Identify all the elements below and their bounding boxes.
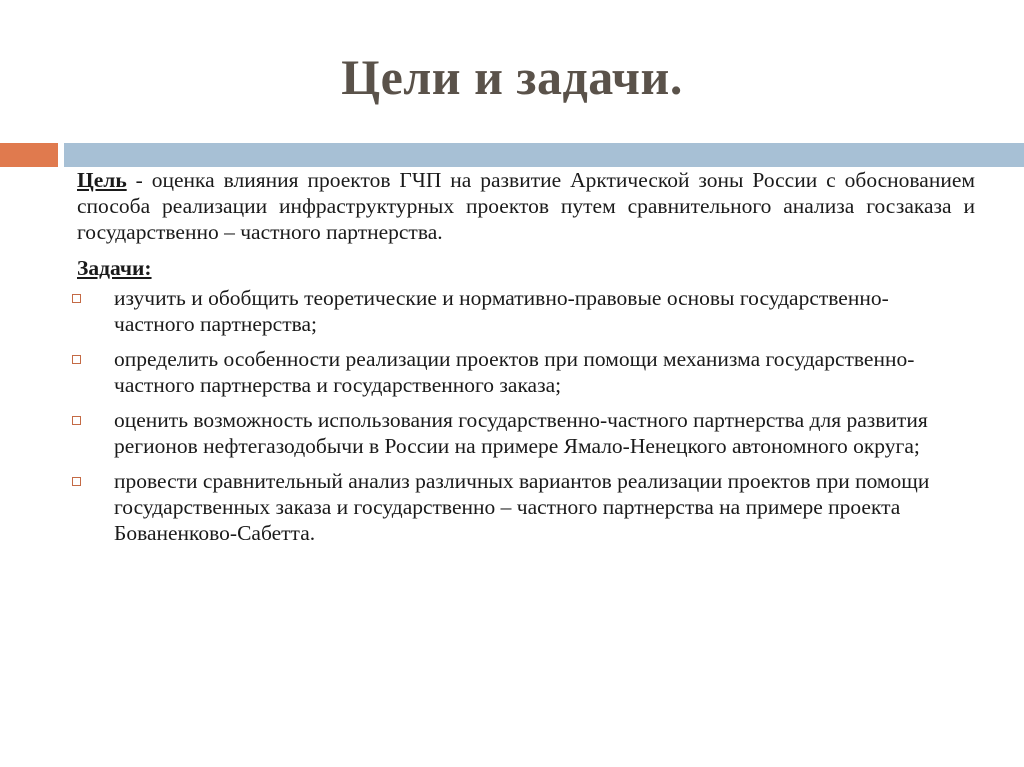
task-list — [68, 285, 966, 546]
task-item — [68, 285, 966, 337]
task-item — [68, 407, 966, 459]
tasks-heading: Задачи: — [77, 256, 152, 280]
square-bullet-icon — [72, 416, 81, 425]
task-text: определить особенности реализации проектов при помощи механизма государственно-частного партнерства и государственного заказа; — [114, 347, 915, 397]
task-item — [68, 346, 966, 398]
task-item — [68, 468, 966, 546]
goal-label: Цель — [77, 168, 127, 192]
title-divider-bar — [64, 143, 1024, 167]
task-text: изучить и обобщить теоретические и нормативно-правовые основы государственно-частного партнерства; — [114, 286, 889, 336]
task-text: оценить возможность использования государственно-частного партнерства для развития регионов нефтегазодобычи в России на примере Ямало-Ненецкого автономного округа; — [114, 408, 928, 458]
slide-content — [77, 167, 975, 555]
slide-title: Цели и задачи. — [341, 49, 683, 105]
square-bullet-icon — [72, 294, 81, 303]
task-text: провести сравнительный анализ различных вариантов реализации проектов при помощи государственных заказа и государственно – частного партнерства на примере проекта Бованенково-Сабетта. — [114, 469, 930, 545]
accent-bar — [0, 143, 58, 167]
goal-paragraph — [77, 167, 975, 245]
square-bullet-icon — [72, 355, 81, 364]
goal-text: - оценка влияния проектов ГЧП на развитие Арктической зоны России с обоснованием способа реализации инфраструктурных проектов путем сравнительного анализа госзаказа и государственно – частного партнерства. — [77, 168, 975, 244]
square-bullet-icon — [72, 477, 81, 486]
